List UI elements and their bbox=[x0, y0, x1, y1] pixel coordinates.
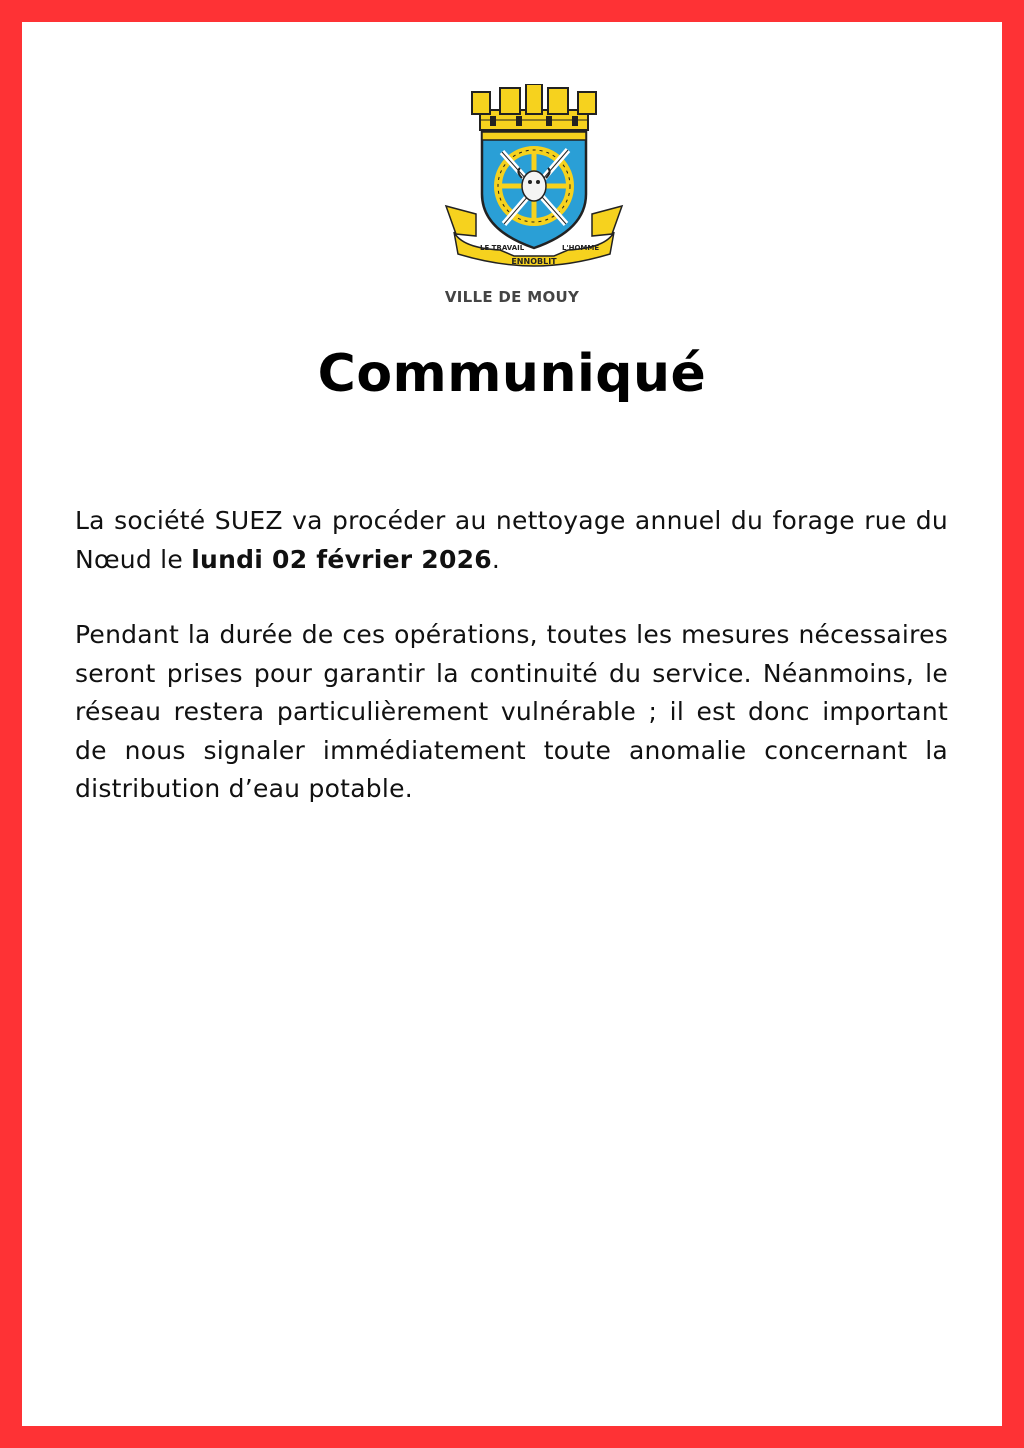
announcement-paragraph bbox=[75, 502, 948, 579]
announcement-text: La société SUEZ va procéder au nettoyage annuel du forage rue du Nœud le bbox=[75, 506, 948, 574]
motto-left: LE TRAVAIL bbox=[480, 244, 525, 252]
town-coat-of-arms bbox=[442, 84, 626, 268]
cleaning-date: lundi 02 février 2026 bbox=[191, 544, 492, 574]
announcement-end: . bbox=[491, 544, 501, 574]
page-title: Communiqué bbox=[317, 344, 707, 404]
motto-right: L'HOMME bbox=[562, 244, 600, 252]
town-name: VILLE DE MOUY bbox=[444, 288, 580, 306]
service-paragraph: Pendant la durée de ces opérations, toutes les mesures nécessaires seront prises pour garantir la continuité du service. Néanmoins, le réseau restera particulièrement vulnérable ; il est donc important de nous signaler immédiatement toute anomalie concernant la distribution d’eau potable. bbox=[75, 620, 948, 803]
motto-center: ENNOBLIT bbox=[511, 257, 557, 266]
mural-crown bbox=[472, 84, 596, 130]
